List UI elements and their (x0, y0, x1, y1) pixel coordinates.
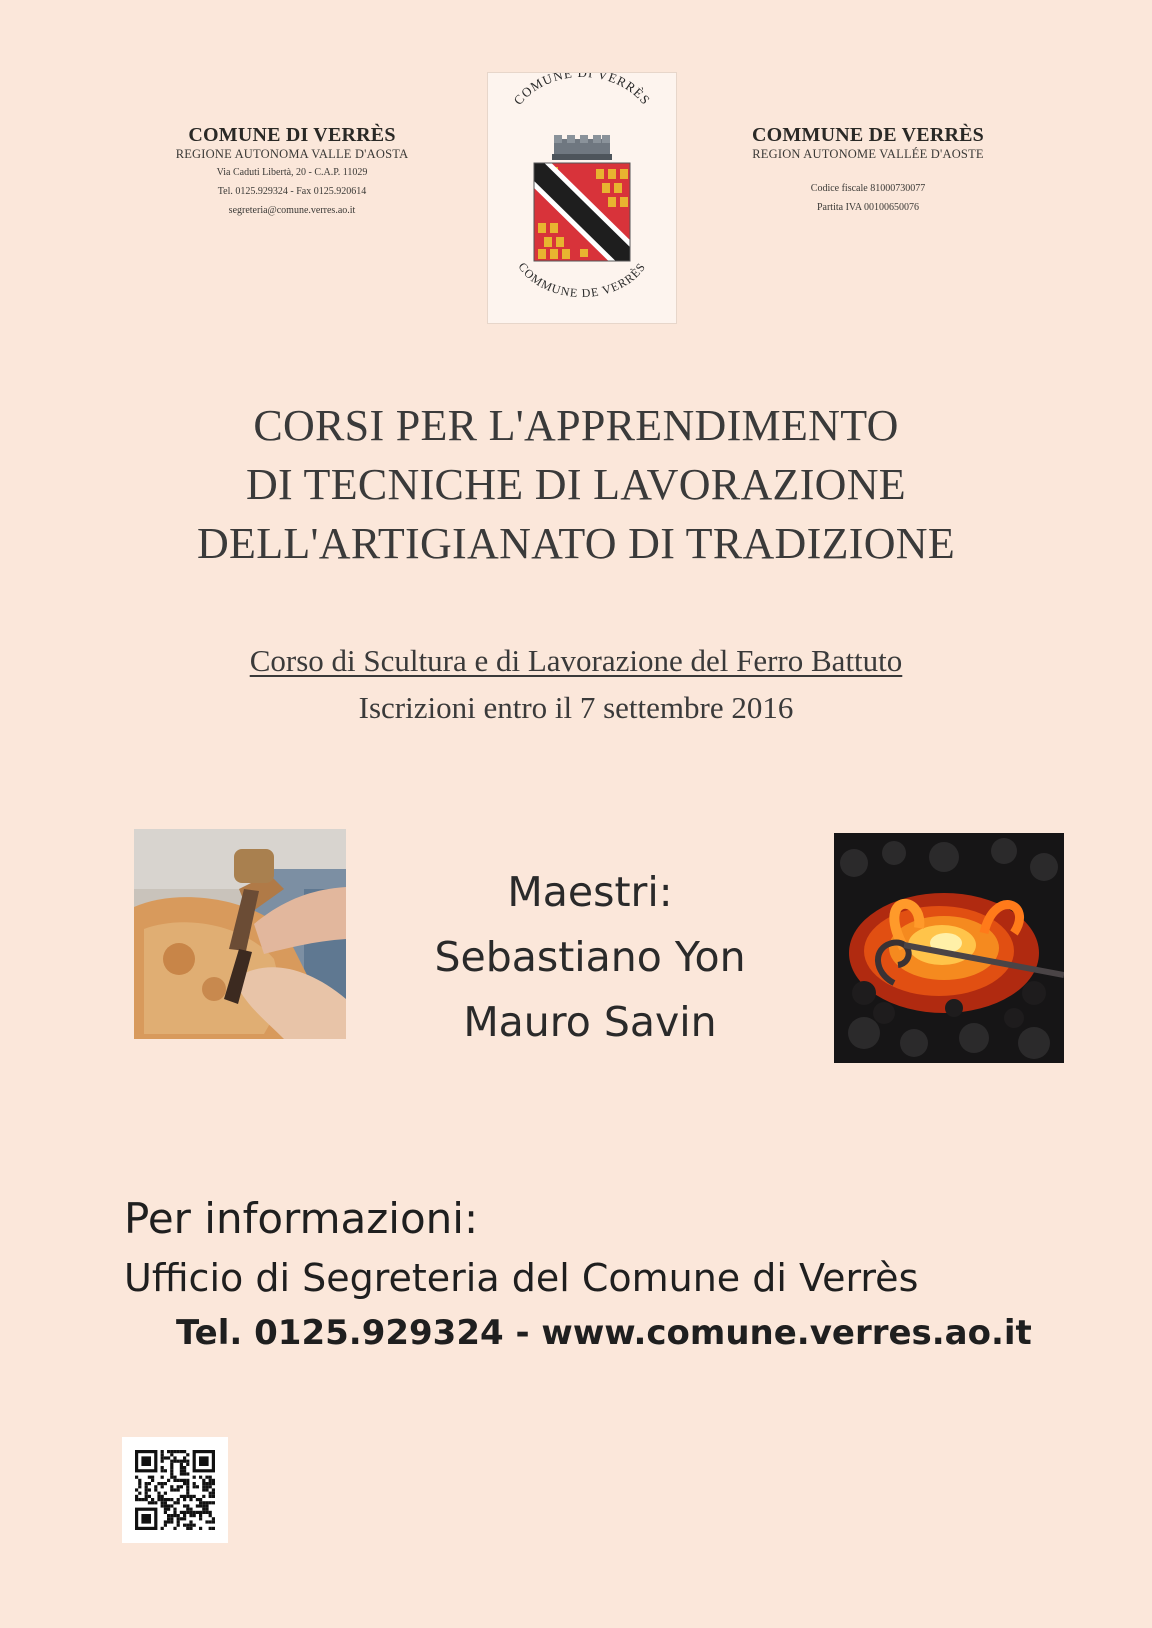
commune-name: COMMUNE DE VERRÈS (752, 124, 984, 146)
email: segreteria@comune.verres.ao.it (228, 205, 356, 216)
title-line: CORSI PER L'APPRENDIMENTO (253, 401, 899, 450)
municipality-name: COMUNE DI VERRÈS (188, 124, 396, 146)
info-heading: Per informazioni: (124, 1194, 479, 1243)
coat-of-arms (488, 73, 676, 323)
phone-fax: Tel. 0125.929324 - Fax 0125.920614 (217, 186, 367, 197)
course-block (0, 643, 1152, 726)
coat-of-arms-icon (488, 73, 676, 323)
teacher-name: Sebastiano Yon (434, 933, 746, 981)
crown-icon (552, 135, 612, 160)
forge-fire-photo (834, 833, 1064, 1063)
letterhead-right (718, 124, 1018, 217)
wood-carving-photo (134, 829, 346, 1039)
address: Via Caduti Libertà, 20 - C.A.P. 11029 (216, 167, 368, 178)
svg-text:COMUNE DI VERRÈS (510, 73, 653, 108)
crest-bottom-text: COMMUNE DE VERRÈS (515, 259, 649, 301)
vat-number: Partita IVA 00100650076 (816, 202, 920, 213)
registration-deadline: Iscrizioni entro il 7 settembre 2016 (358, 690, 794, 725)
region-name: REGIONE AUTONOMA VALLE D'AOSTA (175, 147, 409, 161)
svg-text:COMMUNE DE VERRÈS (515, 260, 648, 300)
crest-top-text: COMUNE VERRÈS (510, 73, 654, 108)
title-line: DELL'ARTIGIANATO DI TRADIZIONE (196, 519, 956, 568)
letterhead-left (142, 124, 442, 220)
fiscal-code: Codice fiscale 81000730077 (810, 183, 926, 194)
contact-line[interactable]: Tel. 0125.929324 - www.comune.verres.ao.it (176, 1313, 1032, 1353)
teachers-heading: Maestri: (507, 868, 673, 916)
qr-code-icon (122, 1437, 228, 1543)
region-name-fr: REGION AUTONOME VALLÉE D'AOSTE (752, 147, 984, 161)
page-title (0, 396, 1152, 573)
teachers-block (370, 860, 810, 1055)
teacher-name: Mauro Savin (463, 998, 717, 1046)
office-line: Ufficio di Segreteria del Comune di Verrès (124, 1256, 919, 1300)
course-name: Corso di Scultura e di Lavorazione del Ferro Battuto (249, 643, 903, 678)
title-line: DI TECNICHE DI LAVORAZIONE (245, 460, 906, 509)
